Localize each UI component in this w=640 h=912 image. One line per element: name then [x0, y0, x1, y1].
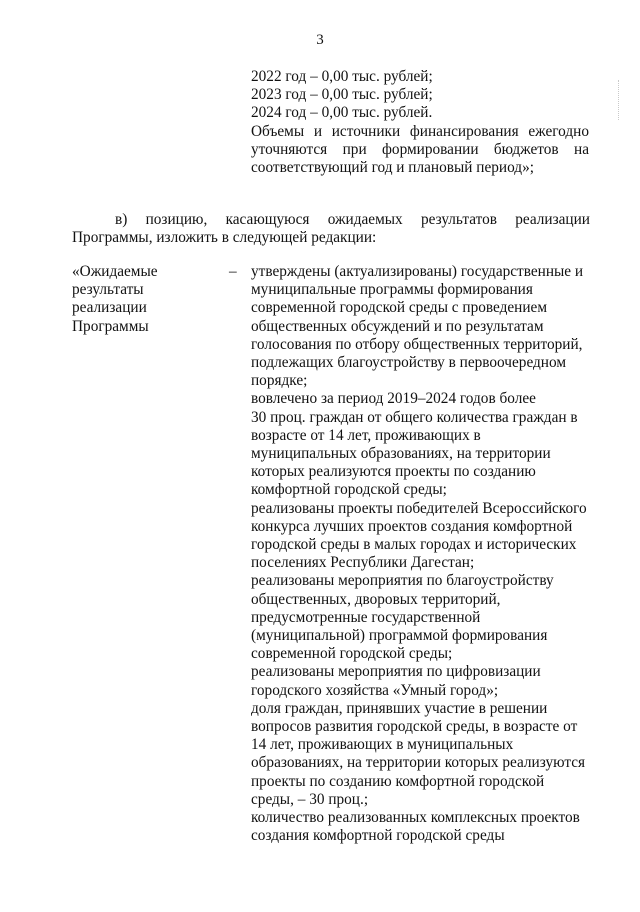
result-line: современной городской среды;: [251, 645, 453, 663]
paragraph-line: в) позицию, касающуюся ожидаемых результатов реализации: [115, 211, 590, 228]
paragraph-line: Программы, изложить в следующей редакции:: [72, 229, 377, 247]
finance-note-line: уточняются при формировании бюджетов на: [251, 140, 589, 158]
result-line: (муниципальной) программой формирования: [251, 627, 548, 645]
result-line: количество реализованных комплексных проектов: [251, 809, 580, 827]
result-line: поселениях Республики Дагестан;: [251, 554, 475, 572]
expected-results-content: [251, 263, 589, 846]
separator-dash: –: [229, 263, 237, 280]
finance-year-line: 2024 год – 0,00 тыс. рублей.: [251, 104, 433, 122]
scan-artifact: [618, 80, 623, 120]
result-line: реализованы проекты победителей Всероссийского: [251, 499, 587, 517]
result-line: комфортной городской среды;: [251, 481, 447, 499]
result-line: создания комфортной городской среды: [251, 827, 505, 845]
result-line: 14 лет, проживающих в муниципальных: [251, 736, 514, 754]
result-line: утверждены (актуализированы) государственные и: [251, 263, 584, 280]
result-line: возрасте от 14 лет, проживающих в: [251, 426, 481, 444]
result-line: голосования по отбору общественных территорий,: [251, 335, 583, 353]
result-line: городского хозяйства «Умный город»;: [251, 681, 499, 699]
finance-block: [251, 68, 589, 177]
finance-note-line: соответствующий год и плановый период»;: [251, 159, 534, 177]
result-line: порядке;: [251, 372, 308, 390]
amendment-paragraph: [72, 211, 590, 247]
result-line: предусмотренные государственной: [251, 608, 481, 626]
finance-year-line: 2022 год – 0,00 тыс. рублей;: [251, 68, 433, 85]
result-line: 30 проц. граждан от общего количества граждан в: [251, 408, 578, 426]
result-line: городской среды в малых городах и исторических: [251, 536, 577, 554]
page-number: 3: [316, 32, 324, 48]
result-line: реализованы мероприятия по цифровизации: [251, 663, 541, 681]
position-label-line: результаты: [72, 281, 144, 299]
result-line: подлежащих благоустройству в первоочередном: [251, 354, 567, 372]
result-line: проекты по созданию комфортной городской: [251, 772, 545, 790]
position-label-line: реализации: [72, 299, 147, 317]
position-label-line: «Ожидаемые: [72, 263, 158, 280]
result-line: вопросов развития городской среды, в возрасте от: [251, 718, 578, 736]
result-line: среды, – 30 проц.;: [251, 790, 369, 808]
result-line: общественных, дворовых территорий,: [251, 590, 501, 608]
result-line: муниципальные программы формирования: [251, 281, 533, 299]
position-label-line: Программы: [72, 317, 149, 335]
result-line: вовлечено за период 2019–2024 годов более: [251, 390, 536, 408]
result-line: которых реализуются проекты по созданию: [251, 463, 536, 481]
result-line: конкурса лучших проектов создания комфортной: [251, 517, 573, 535]
result-line: образованиях, на территории которых реализуются: [251, 754, 586, 772]
result-line: реализованы мероприятия по благоустройству: [251, 572, 554, 590]
result-line: доля граждан, принявших участие в решении: [251, 699, 548, 717]
position-label: [72, 263, 222, 336]
result-line: общественных обсуждений и по результатам: [251, 317, 544, 335]
finance-note-line: Объемы и источники финансирования ежегодно: [251, 122, 589, 140]
result-line: современной городской среды с проведением: [251, 299, 548, 317]
finance-year-line: 2023 год – 0,00 тыс. рублей;: [251, 86, 433, 104]
result-line: муниципальных образованиях, на территории: [251, 445, 551, 463]
